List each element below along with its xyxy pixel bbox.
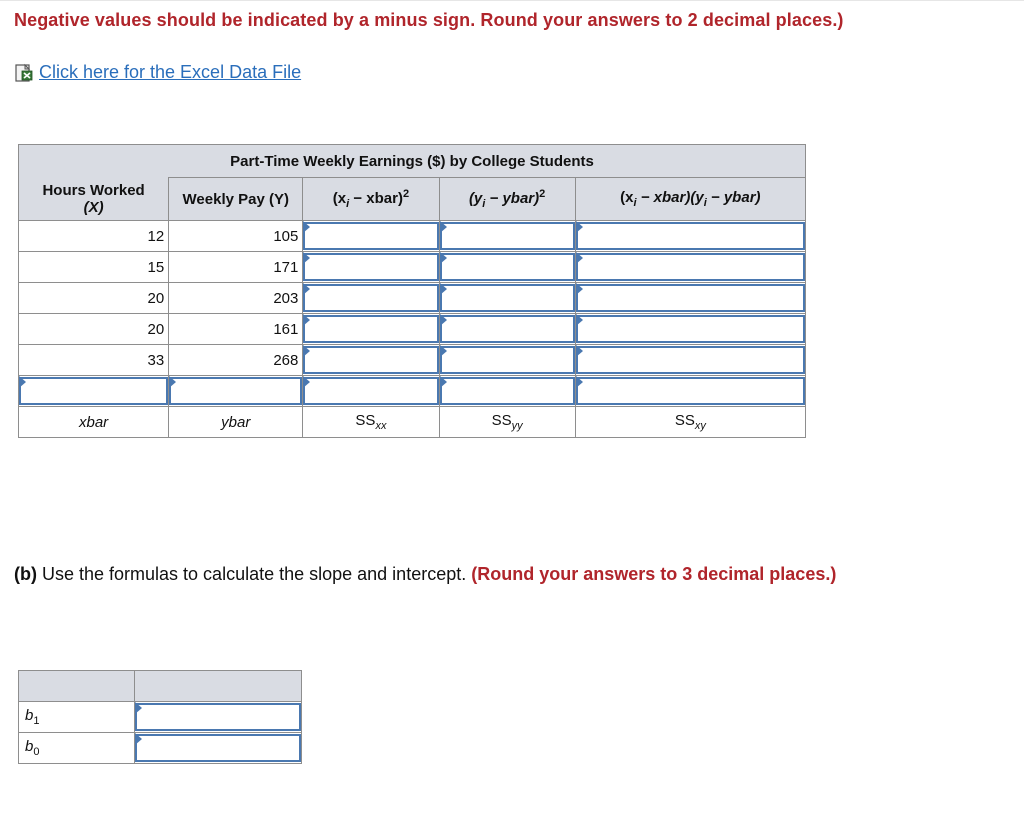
b1-sub: 1 <box>33 715 40 727</box>
input-marker-icon <box>303 221 310 233</box>
cell-xy <box>575 221 805 252</box>
input-marker-icon <box>169 376 176 388</box>
slope-header-left <box>19 671 135 702</box>
ssyy-sub: yy <box>511 420 523 432</box>
input-marker-icon <box>440 314 447 326</box>
xy-input[interactable] <box>576 284 805 312</box>
input-marker-icon <box>303 345 310 357</box>
input-marker-icon <box>576 376 583 388</box>
input-marker-icon <box>576 283 583 295</box>
ydev-input[interactable] <box>440 346 575 374</box>
cell-ybar <box>169 376 303 407</box>
cell-xbar <box>19 376 169 407</box>
ydev-tail: − ybar) <box>485 190 540 207</box>
cell-xy <box>575 283 805 314</box>
xy-sub1: i <box>633 197 637 209</box>
xdev-sub: i <box>346 198 350 210</box>
xdev-input[interactable] <box>303 222 438 250</box>
b1-letter: b <box>25 707 34 724</box>
table-row <box>19 252 806 283</box>
ydev-open: (y <box>468 190 483 207</box>
ssxx-sub: xx <box>375 420 387 432</box>
input-marker-icon <box>303 314 310 326</box>
label-xbar: xbar <box>19 407 169 438</box>
cell-xdev <box>303 252 439 283</box>
xy-input[interactable] <box>576 222 805 250</box>
xdev-input[interactable] <box>303 284 438 312</box>
cell-ydev <box>439 314 575 345</box>
xdev-input[interactable] <box>303 253 438 281</box>
col-head-hours-line1: Hours Worked <box>42 181 145 199</box>
ssxy-input[interactable] <box>576 377 805 405</box>
cell-hours: 12 <box>19 221 169 252</box>
input-marker-icon <box>440 283 447 295</box>
xdev-sup: 2 <box>402 188 410 200</box>
cell-pay: 203 <box>169 283 303 314</box>
cell-xdev <box>303 221 439 252</box>
col-head-x-deviation <box>303 178 439 221</box>
input-marker-icon <box>440 221 447 233</box>
input-marker-icon <box>303 376 310 388</box>
slope-table-header <box>19 671 302 702</box>
ssyy-ss: SS <box>491 412 512 429</box>
ydev-input[interactable] <box>440 253 575 281</box>
ydev-input[interactable] <box>440 284 575 312</box>
input-marker-icon <box>576 221 583 233</box>
top-divider <box>0 0 1024 1</box>
input-marker-icon <box>303 283 310 295</box>
cell-b1 <box>135 702 302 733</box>
instructions-text: Negative values should be indicated by a minus sign. Round your answers to 2 decimal places.) <box>14 10 844 30</box>
footer-labels-row <box>19 407 806 438</box>
label-b0 <box>19 733 135 764</box>
cell-xy <box>575 345 805 376</box>
cell-hours: 20 <box>19 283 169 314</box>
table-caption: Part-Time Weekly Earnings ($) by College Students <box>19 145 806 178</box>
ydev-input[interactable] <box>440 222 575 250</box>
input-marker-icon <box>576 314 583 326</box>
cell-ydev <box>439 252 575 283</box>
xdev-tail: − xbar) <box>349 190 403 207</box>
excel-file-icon <box>14 63 36 83</box>
cell-ydev <box>439 345 575 376</box>
part-b-label: (b) <box>14 564 37 584</box>
xdev-input[interactable] <box>303 346 438 374</box>
cell-xy <box>575 252 805 283</box>
b0-sub: 0 <box>33 746 40 758</box>
xy-input[interactable] <box>576 253 805 281</box>
ybar-input[interactable] <box>169 377 302 405</box>
cell-pay: 268 <box>169 345 303 376</box>
cell-ssxy <box>575 376 805 407</box>
table-row <box>19 733 302 764</box>
xy-input[interactable] <box>576 346 805 374</box>
input-marker-icon <box>135 702 142 714</box>
cell-pay: 171 <box>169 252 303 283</box>
input-marker-icon <box>19 376 26 388</box>
input-marker-icon <box>440 252 447 264</box>
cell-hours: 20 <box>19 314 169 345</box>
cell-xdev <box>303 314 439 345</box>
cell-xdev <box>303 345 439 376</box>
excel-data-link[interactable] <box>14 62 301 83</box>
col-head-xy-product <box>575 178 805 221</box>
cell-b0 <box>135 733 302 764</box>
ydev-sub: i <box>482 198 486 210</box>
label-ssxy <box>575 407 805 438</box>
cell-pay: 105 <box>169 221 303 252</box>
cell-xy <box>575 314 805 345</box>
excel-link-label[interactable]: Click here for the Excel Data File <box>39 62 302 82</box>
table-row <box>19 345 806 376</box>
table-row <box>19 314 806 345</box>
cell-ydev <box>439 221 575 252</box>
ssyy-input[interactable] <box>440 377 575 405</box>
ydev-input[interactable] <box>440 315 575 343</box>
cell-hours: 33 <box>19 345 169 376</box>
xdev-open: (x <box>332 190 347 207</box>
xbar-input[interactable] <box>19 377 168 405</box>
table-row <box>19 702 302 733</box>
xdev-input[interactable] <box>303 315 438 343</box>
label-ybar: ybar <box>169 407 303 438</box>
ssxx-ss: SS <box>355 412 376 429</box>
intercept-b0-input[interactable] <box>135 734 301 762</box>
col-head-y-deviation <box>439 178 575 221</box>
ssxy-ss: SS <box>674 412 695 429</box>
label-b1 <box>19 702 135 733</box>
ssxy-sub: xy <box>694 420 706 432</box>
xy-input[interactable] <box>576 315 805 343</box>
xy-sub2: i <box>703 197 707 209</box>
col-head-weekly-pay: Weekly Pay (Y) <box>169 178 303 221</box>
cell-xdev <box>303 283 439 314</box>
cell-hours: 15 <box>19 252 169 283</box>
input-marker-icon <box>576 345 583 357</box>
ssxx-input[interactable] <box>303 377 438 405</box>
xy-mid: − xbar)(y <box>636 189 704 206</box>
slope-intercept-table <box>18 670 302 764</box>
col-head-hours <box>19 178 169 221</box>
slope-header-right <box>135 671 302 702</box>
xy-tail: − ybar) <box>706 189 761 206</box>
col-head-hours-line2: (X) <box>83 198 104 216</box>
table-row <box>19 221 806 252</box>
slope-b1-input[interactable] <box>135 703 301 731</box>
label-ssxx <box>303 407 439 438</box>
part-b-prompt <box>14 564 836 585</box>
part-b-emphasis: (Round your answers to 3 decimal places.) <box>471 564 837 584</box>
input-marker-icon <box>303 252 310 264</box>
cell-pay: 161 <box>169 314 303 345</box>
earnings-table <box>18 144 806 438</box>
cell-ssyy <box>439 376 575 407</box>
b0-letter: b <box>25 738 34 755</box>
input-marker-icon <box>440 376 447 388</box>
table-row <box>19 283 806 314</box>
part-b-text: Use the formulas to calculate the slope and intercept. <box>36 564 472 584</box>
sums-row <box>19 376 806 407</box>
cell-ssxx <box>303 376 439 407</box>
cell-ydev <box>439 283 575 314</box>
label-ssyy <box>439 407 575 438</box>
input-marker-icon <box>135 733 142 745</box>
input-marker-icon <box>576 252 583 264</box>
xy-open: (x <box>620 189 634 206</box>
ydev-sup: 2 <box>539 188 546 200</box>
input-marker-icon <box>440 345 447 357</box>
